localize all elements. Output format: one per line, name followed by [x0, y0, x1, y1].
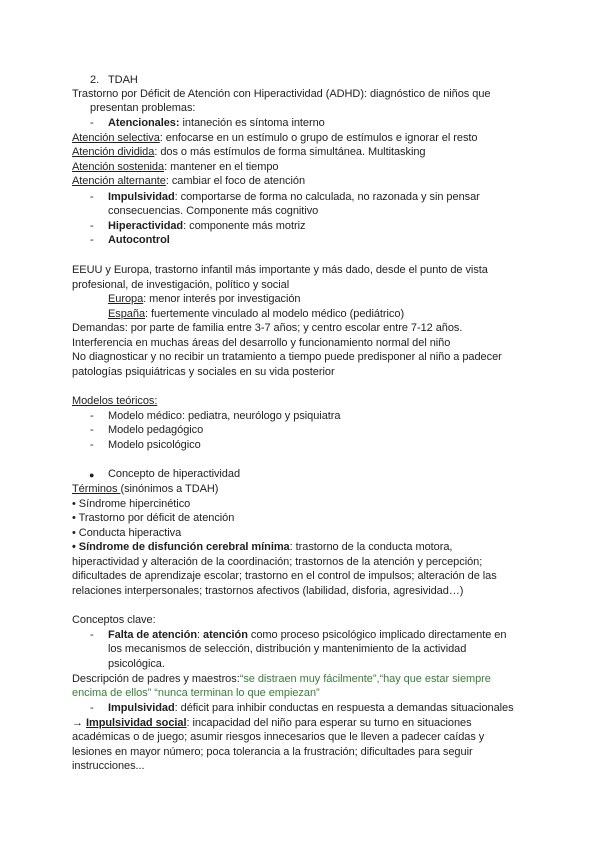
sdcm-text: : trastorno de la conducta motora,	[289, 541, 453, 553]
dash-bullet: -	[90, 191, 94, 203]
modelo-item: Modelo médico: pediatra, neurólogo y psiquiatra	[108, 410, 341, 422]
concepto-hiperactividad: Concepto de hiperactividad	[108, 468, 241, 480]
sdcm-line-3: dificultades de aprendizaje escolar; trastorno en el control de impulsos; alteración de las	[72, 570, 497, 582]
dash-bullet: -	[90, 439, 94, 451]
falta-bold: atención	[203, 629, 248, 641]
desc-quote-2: encima de ellos” “nunca terminan lo que empiezan”	[72, 687, 320, 699]
dash-bullet: -	[90, 410, 94, 422]
impsoc-line-2: académicas o de juego; asumir riesgos innecesarios que le lleven a padecer caídas y	[72, 731, 485, 743]
atencionales-item	[108, 116, 325, 130]
atencion-sostenida	[72, 160, 278, 174]
hiper-label: Hiperactividad	[108, 220, 184, 232]
espana-line	[108, 307, 404, 321]
espana-label: España	[108, 308, 146, 320]
impulsividad-2-text: : déficit para inhibir conductas en respuesta a demandas situacionales	[174, 702, 514, 714]
modelos-title: Modelos teóricos:	[72, 395, 158, 407]
dash-bullet: -	[90, 117, 94, 129]
atencion-alternante	[72, 174, 305, 188]
no-diag-line-2: patologías psiquiátricas y sociales en su vida posterior	[72, 366, 335, 378]
falta-line-2: los mecanismos de selección, distribución y mantenimiento de la actividad	[108, 643, 467, 655]
falta-label: Falta de atención	[108, 629, 198, 641]
impsoc-text: : incapacidad del niño para esperar su turno en situaciones	[186, 717, 472, 729]
round-bullet: ●	[89, 470, 95, 480]
desc-quote-1: “se distraen muy fácilmente”,“hay que estar siempre	[239, 673, 491, 685]
atencion-dividida	[72, 145, 425, 159]
impulsividad-text: : comportarse de forma no calculada, no razonada y sin pensar	[174, 191, 480, 203]
term-item-sdcm	[72, 540, 452, 554]
impsoc-line-4: instrucciones...	[72, 760, 145, 772]
arrow-icon: →	[72, 717, 86, 729]
sos-label: Atención sostenida	[72, 161, 165, 173]
conceptos-title: Conceptos clave:	[72, 614, 156, 626]
intro-line-1: Trastorno por Déficit de Atención con Hiperactividad (ADHD): diagnóstico de niños que	[72, 88, 491, 100]
europa-line	[108, 292, 301, 306]
intro-line-2: presentan problemas:	[90, 102, 196, 114]
impsoc-label: Impulsividad social	[85, 717, 187, 729]
dash-bullet: -	[90, 220, 94, 232]
sdcm-line-2: hiperactividad y alteración de la coordinación; trastornos de la atención y percepción;	[72, 556, 483, 568]
impulsividad-social-line	[72, 716, 472, 730]
impulsividad-text-2: consecuencias. Componente más cognitivo	[108, 205, 319, 217]
falta-line-3: psicológica.	[108, 658, 165, 670]
hiperactividad-item	[108, 219, 305, 233]
demandas-line: Demandas: por parte de familia entre 3-7 años; y centro escolar entre 7-12 años.	[72, 322, 463, 334]
europa-text: : menor interés por investigación	[143, 293, 301, 305]
desc-text: Descripción de padres y maestros:	[72, 673, 240, 685]
modelo-item: Modelo pedagógico	[108, 424, 204, 436]
sdcm-label: • Síndrome de disfunción cerebral mínima	[72, 541, 290, 553]
falta-text-2: como proceso psicológico implicado directamente en	[247, 629, 507, 641]
eeuu-line-2: profesional, de investigación, político y social	[72, 279, 290, 291]
falta-text-1: :	[197, 629, 204, 641]
hiper-text: : componente más motriz	[183, 220, 306, 232]
alt-text: : cambiar el foco de atención	[165, 175, 306, 187]
impsoc-line-3: lesiones en mayor número; poca tolerancia a la frustración; dificultades para seguir	[72, 746, 473, 758]
atencionales-label: Atencionales:	[108, 117, 180, 129]
atencion-selectiva	[72, 131, 477, 145]
espana-text: : fuertemente vinculado al modelo médico (pediátrico)	[145, 308, 405, 320]
heading-title: TDAH	[108, 74, 138, 86]
eeuu-line-1: EEUU y Europa, trastorno infantil más importante y más dado, desde el punto de vista	[72, 264, 488, 276]
term-item: • Conducta hiperactiva	[72, 527, 182, 539]
descripcion-line	[72, 672, 491, 686]
sos-text: : mantener en el tiempo	[164, 161, 279, 173]
impulsividad-2-label: Impulsividad	[108, 702, 175, 714]
div-label: Atención dividida	[72, 146, 155, 158]
terminos-line	[72, 482, 218, 496]
europa-label: Europa	[108, 293, 144, 305]
term-item: • Trastorno por déficit de atención	[72, 512, 235, 524]
autocontrol-item: Autocontrol	[108, 234, 170, 246]
dash-bullet: -	[90, 234, 94, 246]
sdcm-line-4: relaciones interpersonales; trastornos afectivos (labilidad, disforia, agresividad…)	[72, 585, 464, 597]
terminos-text: (sinónimos a TDAH)	[120, 483, 219, 495]
div-text: : dos o más estímulos de forma simultánea. Multitasking	[154, 146, 426, 158]
sel-label: Atención selectiva	[72, 132, 160, 144]
no-diag-line-1: No diagnosticar y no recibir un tratamiento a tiempo puede predisponer al niño a padecer	[72, 351, 502, 363]
term-item: • Síndrome hipercinético	[72, 498, 191, 510]
modelo-item: Modelo psicológico	[108, 439, 201, 451]
dash-bullet: -	[90, 702, 94, 714]
impulsividad-label: Impulsividad	[108, 191, 175, 203]
falta-atencion-item	[108, 628, 506, 642]
dash-bullet: -	[90, 424, 94, 436]
dash-bullet: -	[90, 629, 94, 641]
impulsividad-item	[108, 190, 480, 204]
alt-label: Atención alternante	[72, 175, 166, 187]
impulsividad-2-item	[108, 701, 514, 715]
sel-text: : enfocarse en un estímulo o grupo de estímulos e ignorar el resto	[159, 132, 478, 144]
atencionales-text: intaneción es síntoma interno	[179, 117, 325, 129]
terminos-label: Términos	[72, 483, 121, 495]
interferencia-line: Interferencia en muchas áreas del desarrollo y funcionamiento normal del niño	[72, 337, 451, 349]
heading-number: 2.	[90, 74, 100, 86]
